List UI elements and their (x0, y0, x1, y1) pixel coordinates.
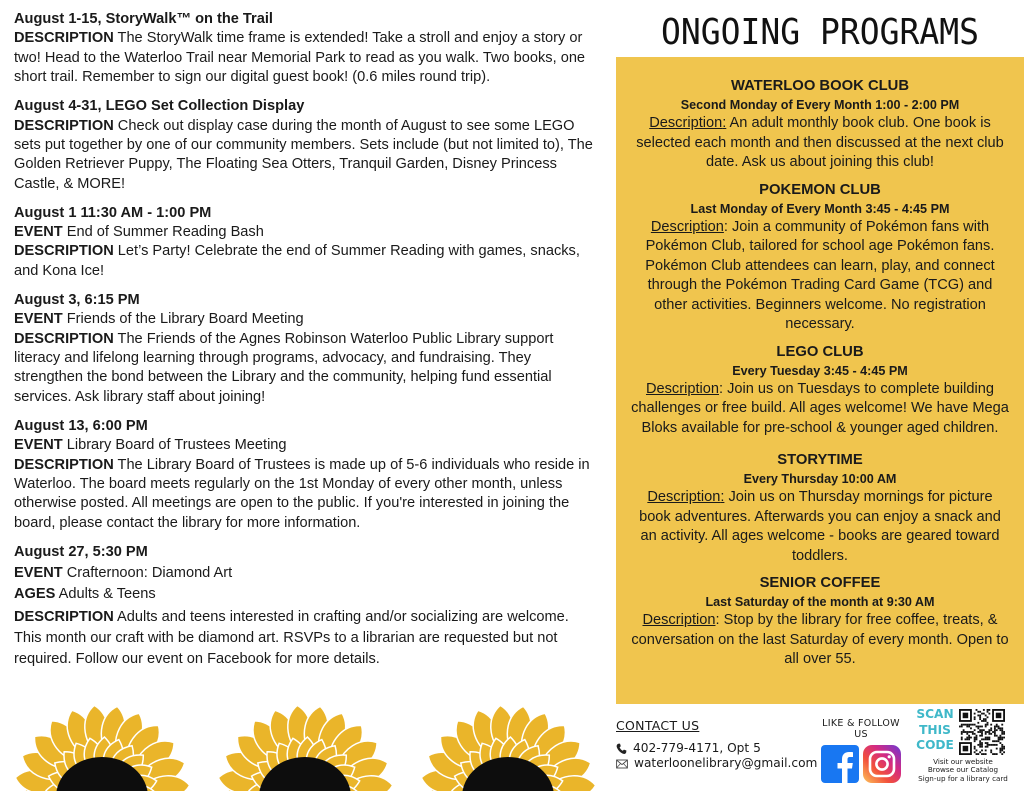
contact-section (616, 718, 816, 771)
sunflower-icon (411, 692, 606, 791)
description-label: Description (650, 218, 724, 235)
facebook-icon[interactable] (821, 745, 859, 783)
event-description: The StoryWalk time frame is extended! Take a stroll and enjoy a story or two! Head to the Waterloo Trail near Memorial Park to read as you walk. Two books, one short trail. Remember to sign our digital guest book! (0.6 miles round trip). (14, 30, 586, 86)
event-lego-display (14, 97, 599, 194)
event-ages: Adults & Teens (58, 586, 156, 603)
program-description: An adult monthly book club. One book is selected each month and then discussed at the next club date. Ask us about joining this club! (636, 115, 1004, 170)
description-label: DESCRIPTION (14, 330, 114, 347)
sunflower-decoration (0, 692, 610, 791)
program-description: Join us on Tuesdays to complete building challenges or free build. All ages welcome! We have Mega Bloks available for pre-school & younger aged children. (631, 380, 1009, 436)
description-label: DESCRIPTION (14, 30, 114, 47)
scan-line: THIS (919, 722, 951, 737)
phone-row (616, 741, 816, 756)
event-description: Adults and teens interested in crafting and/or socializing are welcome. This month our craft with be diamond art. RSVPs to a librarian are requested but not required. Follow our event on Facebook for more details. (14, 608, 569, 667)
program-name: POKEMON CLUB (759, 181, 881, 198)
ongoing-programs-heading (617, 4, 1024, 56)
event-label: EVENT (14, 311, 63, 328)
event-title: August 13, 6:00 PM (14, 417, 148, 434)
email-row (616, 756, 816, 771)
program-book-club (630, 76, 1010, 173)
ongoing-programs-panel (616, 57, 1024, 704)
description-label: DESCRIPTION (14, 608, 114, 625)
event-name: End of Summer Reading Bash (66, 224, 264, 241)
event-title: August 3, 6:15 PM (14, 291, 140, 308)
description-label: Description (645, 380, 719, 397)
description-label: Description: (649, 115, 727, 131)
phone-icon (616, 743, 627, 755)
page-title: ONGOING PROGRAMS (661, 12, 979, 53)
sunflower-icon (208, 692, 403, 791)
email-address[interactable]: waterloonelibrary@gmail.com (634, 756, 818, 770)
contact-title: CONTACT US (616, 718, 700, 733)
program-name: STORYTIME (777, 452, 863, 468)
mail-icon (616, 759, 628, 769)
program-name: SENIOR COFFEE (759, 575, 881, 591)
scan-line: SCAN (916, 707, 954, 721)
event-label: EVENT (14, 437, 63, 454)
program-description: Join us on Thursday mornings for picture book adventures. Afterwards you can enjoy a snack and an activity. All ages welcome - books are geared toward toddlers. (639, 489, 1001, 564)
event-title: August 1-15, StoryWalk™ on the Trail (14, 11, 273, 27)
event-storywalk (14, 10, 599, 88)
event-title: August 27, 5:30 PM (14, 543, 148, 560)
program-description: Stop by the library for free coffee, treats, & conversation on the last Saturday of every month. Open to all over 55. (631, 612, 1009, 667)
event-name: Friends of the Library Board Meeting (66, 311, 304, 328)
event-description: The Friends of the Agnes Robinson Waterloo Public Library support literacy and lifelong learning through programs, advocacy, and fundraising. They strengthen the bond between the Library and the community, helping fund essential services. Ask library staff about joining! (14, 330, 554, 405)
scan-caption-line: Sign-up for a library card (918, 773, 1008, 783)
social-section (816, 718, 906, 783)
program-senior-coffee: SENIOR COFFEE Last Saturday of the month at 9:30 AM Description: Stop by the library for free coffee, treats, & conversation on the last Saturday of every month. Open to all over 55. (631, 575, 1009, 667)
phone-number[interactable]: 402-779-4171, Opt 5 (633, 741, 761, 755)
program-name: WATERLOO BOOK CLUB (730, 78, 910, 94)
scan-line: CODE (916, 738, 954, 752)
event-title: August 1 11:30 AM - 1:00 PM (14, 204, 212, 221)
program-schedule: Last Monday of Every Month 3:45 - 4:45 PM (690, 201, 950, 216)
description-label: Description: (647, 489, 725, 505)
instagram-icon[interactable] (863, 745, 901, 783)
scan-label (913, 707, 957, 754)
event-name: Crafternoon: Diamond Art (66, 565, 233, 582)
event-friends-board-meeting (14, 291, 599, 407)
ages-label: AGES (14, 586, 56, 603)
program-schedule: Second Monday of Every Month 1:00 - 2:00 PM (680, 98, 960, 112)
event-summer-reading-bash (14, 204, 599, 282)
description-label: DESCRIPTION (14, 243, 114, 260)
events-list (14, 10, 599, 679)
event-trustees-meeting (14, 417, 599, 533)
scan-caption (913, 758, 1013, 783)
event-title: August 4-31, LEGO Set Collection Display (14, 98, 305, 115)
event-description: The Library Board of Trustees is made up of 5-6 individuals who reside in Waterloo. The board meets regularly on the 1st Monday of every other month, unless otherwise posted. All meetings are open to the public. If you're interested in joining the board, please contact the library for more information. (14, 456, 590, 531)
follow-title: LIKE & FOLLOW US (822, 718, 900, 740)
description-label: Description (642, 612, 716, 628)
program-description: Join a community of Pokémon fans with Pokémon Club, tailored for school age Pokémon fans. Pokémon Club attendees can learn, play, and connect through the Pokémon Trading Card Game (TCG) and other activities. Beginners welcome. No registration necessary. (645, 218, 995, 332)
scan-caption-line: Visit our website (933, 757, 993, 766)
scan-caption-line: Browse our Catalog (927, 765, 999, 775)
qr-code-icon[interactable] (959, 709, 1005, 755)
sunflower-icon (5, 692, 200, 791)
program-schedule: Every Thursday 10:00 AM (743, 472, 897, 486)
event-crafternoon (14, 543, 599, 670)
event-description: Check out display case during the month of August to see some LEGO sets put together by one of our community members. Sets include (but not limited to), The Golden Retriever Puppy, The Floating Sea Otters, Tranquil Garden, Disney Princess Castle, & MORE! (14, 117, 593, 192)
program-lego-club: LEGO CLUB Every Tuesday 3:45 - 4:45 PM Description: Join us on Tuesdays to complete building challenges or free build. All ages welcome! We have Mega Bloks available for pre-school & younger aged children. (631, 343, 1009, 436)
event-description: Let’s Party! Celebrate the end of Summer Reading with games, snacks, and Kona Ice! (14, 243, 580, 279)
program-schedule: Every Tuesday 3:45 - 4:45 PM (732, 363, 908, 378)
event-label: EVENT (14, 224, 63, 241)
program-schedule: Last Saturday of the month at 9:30 AM (705, 595, 935, 609)
description-label: DESCRIPTION (14, 456, 114, 473)
event-label: EVENT (14, 565, 63, 582)
program-name: LEGO CLUB (776, 343, 864, 360)
program-pokemon-club: POKEMON CLUB Last Monday of Every Month 3:45 - 4:45 PM Description: Join a community of Pokémon fans with Pokémon Club, tailored for school age Pokémon fans. Pokémon Club attendees can learn, play, and connect through the Pokémon Trading Card Game (TCG) and other activities. Beginners welcome. No registration necessary. (630, 180, 1010, 335)
description-label: DESCRIPTION (14, 117, 114, 134)
program-storytime (630, 450, 1010, 566)
event-name: Library Board of Trustees Meeting (66, 437, 287, 454)
